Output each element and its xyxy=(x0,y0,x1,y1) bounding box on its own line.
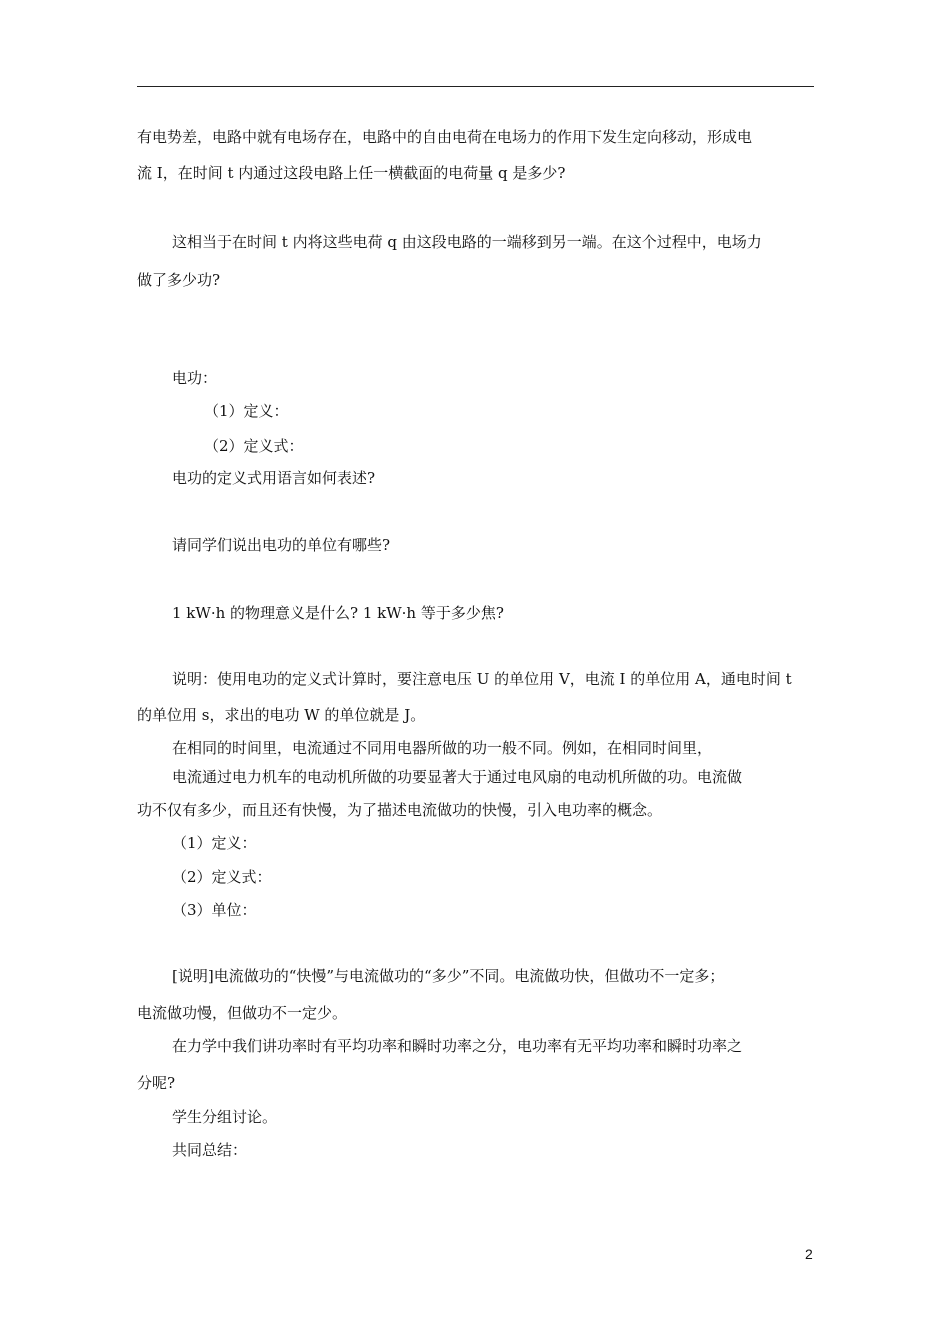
power-item-formula: （2）定义式： xyxy=(172,868,272,886)
page-number: 2 xyxy=(805,1246,813,1262)
explanation-line-2: 电流做功慢，但做功不一定少。 xyxy=(137,1004,348,1022)
power-item-unit: （3）单位： xyxy=(172,901,257,919)
item-formula: （2）定义式： xyxy=(204,437,304,455)
text-line-3: 这相当于在时间 t 内将这些电荷 q 由这段电路的一端移到另一端。在这个过程中，电场力 xyxy=(172,233,762,251)
para-power-line-1: 在相同的时间里，电流通过不同用电器所做的功一般不同。例如，在相同时间里， xyxy=(172,739,713,757)
question-units: 请同学们说出电功的单位有哪些? xyxy=(172,536,391,554)
item-definition: （1）定义： xyxy=(204,402,289,420)
text-line-4: 做了多少功? xyxy=(137,271,221,289)
header-rule xyxy=(137,86,814,87)
para-power-line-2: 电流通过电力机车的电动机所做的功要显著大于通过电风扇的电动机所做的功。电流做 xyxy=(172,768,743,786)
section-heading-electric-work: 电功： xyxy=(172,369,218,387)
explanation-line-1: [说明]电流做功的“快慢”与电流做功的“多少”不同。电流做功快，但做功不一定多； xyxy=(172,967,725,985)
text-line-2: 流 I，在时间 t 内通过这段电路上任一横截面的电荷量 q 是多少? xyxy=(137,164,566,182)
note-line-2: 的单位用 s，求出的电功 W 的单位就是 J。 xyxy=(137,706,426,724)
question-formula-in-words: 电功的定义式用语言如何表述? xyxy=(172,469,376,487)
student-discussion: 学生分组讨论。 xyxy=(172,1108,278,1126)
text-line-1: 有电势差，电路中就有电场存在，电路中的自由电荷在电场力的作用下发生定向移动，形成电 xyxy=(137,128,753,146)
para-average-power-line-2: 分呢? xyxy=(137,1074,176,1092)
question-kwh: 1 kW·h 的物理意义是什么? 1 kW·h 等于多少焦? xyxy=(172,604,504,622)
note-line-1: 说明：使用电功的定义式计算时，要注意电压 U 的单位用 V，电流 I 的单位用 A，通电时间 t xyxy=(172,670,792,688)
para-power-line-3: 功不仅有多少，而且还有快慢，为了描述电流做功的快慢，引入电功率的概念。 xyxy=(137,801,663,819)
summary: 共同总结： xyxy=(172,1141,248,1159)
para-average-power-line-1: 在力学中我们讲功率时有平均功率和瞬时功率之分，电功率有无平均功率和瞬时功率之 xyxy=(172,1037,743,1055)
power-item-definition: （1）定义： xyxy=(172,834,257,852)
